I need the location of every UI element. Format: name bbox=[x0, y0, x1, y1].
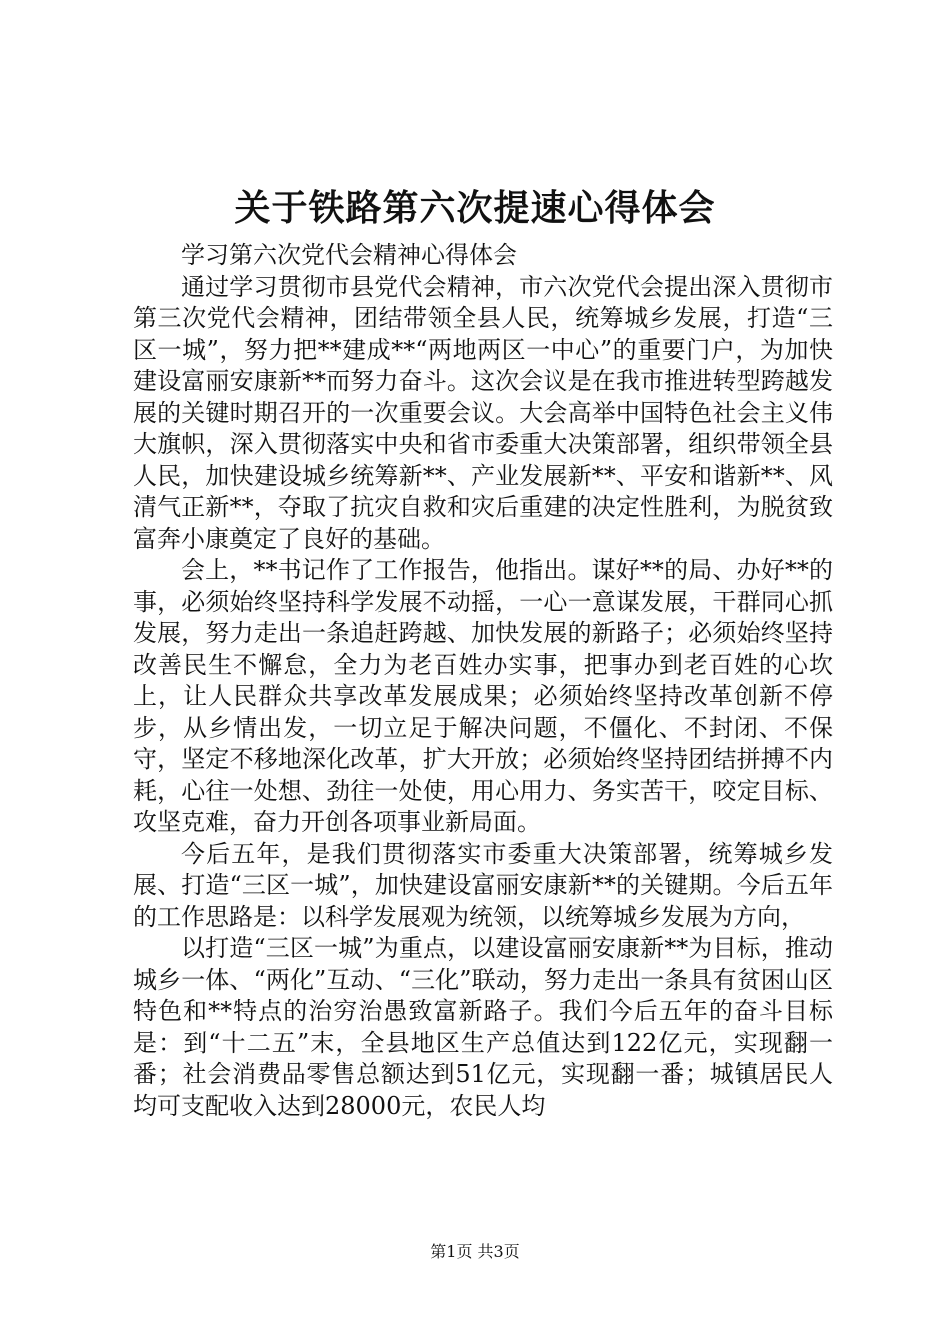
page-footer: 第1页 共3页 bbox=[430, 1242, 520, 1261]
paragraph: 会上，**书记作了工作报告，他指出。谋好**的局、办好**的事，必须始终坚持科学发展不动摇，一心一意谋发展，干群同心抓发展，努力走出一条追赶跨越、加快发展的新路子；必须始终坚持改善民生不懈怠，全力为老百姓办实事，把事办到老百姓的心坎上，让人民群众共享改革发展成果；必须始终坚持改革创新不停步，从乡情出发，一切立足于解决问题，不僵化、不封闭、不保守，坚定不移地深化改革，扩大开放；必须始终坚持团结拼搏不内耗，心往一处想、劲往一处使，用心用力、务实苦干，咬定目标、攻坚克难，奋力开创各项事业新局面。 bbox=[133, 556, 833, 836]
paragraph: 通过学习贯彻市县党代会精神，市六次党代会提出深入贯彻市第三次党代会精神，团结带领全县人民，统筹城乡发展，打造“三区一城”，努力把**建成**“两地两区一中心”的重要门户，为加快建设富丽安康新**而努力奋斗。这次会议是在我市推进转型跨越发展的关键时期召开的一次重要会议。大会高举中国特色社会主义伟大旗帜，深入贯彻落实中央和省市委重大决策部署，组织带领全县人民，加快建设城乡统筹新**、产业发展新**、平安和谐新**、风清气正新**，夺取了抗灾自救和灾后重建的决定性胜利，为脱贫致富奔小康奠定了良好的基础。 bbox=[133, 272, 833, 553]
document-body bbox=[133, 240, 833, 1122]
document-subtitle: 学习第六次党代会精神心得体会 bbox=[181, 241, 517, 269]
document-title: 关于铁路第六次提速心得体会 bbox=[234, 187, 716, 229]
paragraph: 以打造“三区一城”为重点，以建设富丽安康新**为目标，推动城乡一体、“两化”互动、“三化”联动，努力走出一条具有贫困山区特色和**特点的治穷治愚致富新路子。我们今后五年的奋斗目标是：到“十二五”末，全县地区生产总值达到122亿元，实现翻一番；社会消费品零售总额达到51亿元，实现翻一番；城镇居民人均可支配收入达到28000元，农民人均 bbox=[133, 934, 833, 1120]
paragraph: 今后五年，是我们贯彻落实市委重大决策部署，统筹城乡发展、打造“三区一城”，加快建设富丽安康新**的关键期。今后五年的工作思路是：以科学发展观为统领，以统筹城乡发展为方向， bbox=[133, 839, 833, 931]
